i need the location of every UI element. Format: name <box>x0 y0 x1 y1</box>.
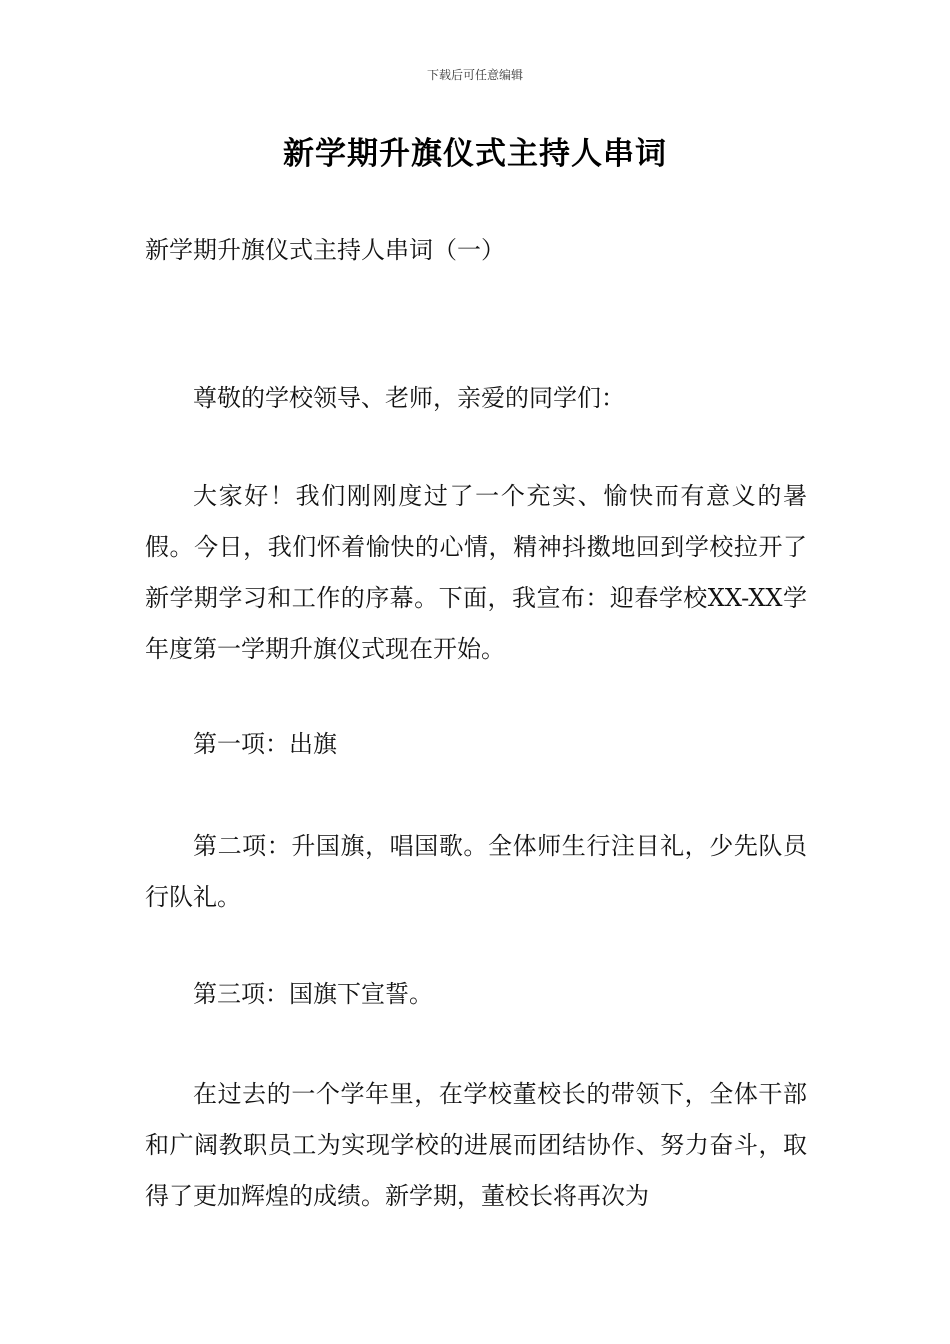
opening-paragraph: 大家好！我们刚刚度过了一个充实、愉快而有意义的暑假。今日，我们怀着愉快的心情，精神抖擞地回到学校拉开了新学期学习和工作的序幕。下面，我宣布：迎春学校XX-XX学年度第一学期升旗仪式现在开始。 <box>145 482 807 663</box>
item-three-paragraph: 第三项：国旗下宣誓。 <box>193 980 433 1008</box>
item-one-paragraph: 第一项：出旗 <box>193 730 337 758</box>
item-two-paragraph: 第二项：升国旗，唱国歌。全体师生行注目礼，少先队员行队礼。 <box>145 832 807 911</box>
section-subtitle: 新学期升旗仪式主持人串词（一） <box>145 236 505 264</box>
review-paragraph: 在过去的一个学年里，在学校董校长的带领下，全体干部和广阔教职员工为实现学校的进展而团结协作、努力奋斗，取得了更加辉煌的成绩。新学期，董校长将再次为 <box>145 1080 807 1210</box>
document-title: 新学期升旗仪式主持人串词 <box>283 136 667 172</box>
greeting-paragraph: 尊敬的学校领导、老师，亲爱的同学们： <box>193 384 625 412</box>
header-note: 下载后可任意编辑 <box>426 68 523 82</box>
